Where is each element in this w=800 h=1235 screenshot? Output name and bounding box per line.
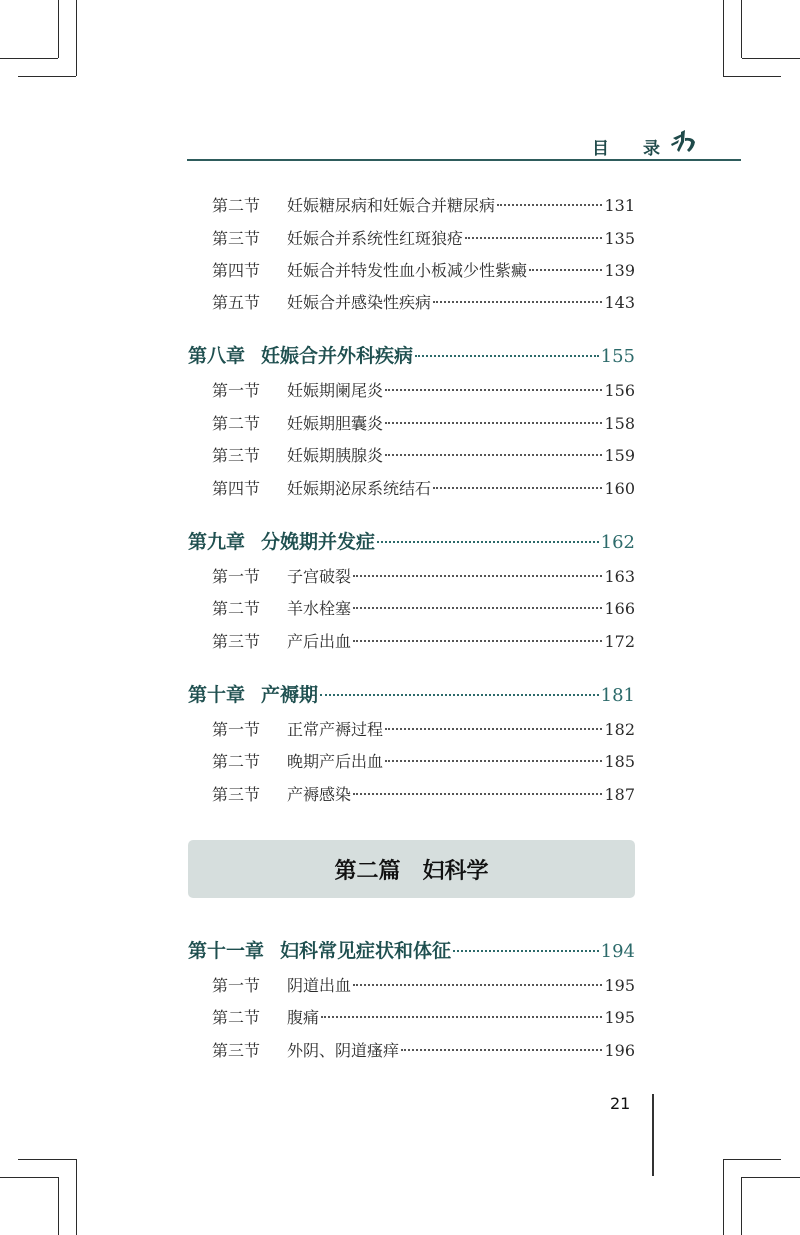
chapter-number: 第九章 bbox=[188, 531, 246, 553]
section-title: 子宫破裂 bbox=[287, 567, 352, 586]
part-heading: 第二篇 妇科学 bbox=[188, 840, 635, 898]
page-reference: 131 bbox=[604, 196, 635, 215]
page-reference: 187 bbox=[604, 785, 635, 804]
toc-section-entry bbox=[188, 973, 635, 996]
page-reference: 194 bbox=[600, 941, 635, 962]
crop-mark bbox=[0, 58, 58, 59]
section-title: 腹痛 bbox=[287, 1008, 320, 1027]
toc-section-entry bbox=[188, 443, 635, 466]
crop-mark bbox=[58, 1177, 59, 1235]
section-number: 第三节 bbox=[212, 785, 261, 804]
crop-mark bbox=[742, 1177, 800, 1178]
section-title: 妊娠期泌尿系统结石 bbox=[287, 479, 432, 498]
dot-leader bbox=[377, 541, 599, 543]
page-reference: 159 bbox=[604, 446, 635, 465]
crop-mark bbox=[741, 1177, 742, 1235]
crop-mark bbox=[76, 1159, 77, 1235]
page-reference: 155 bbox=[600, 346, 635, 367]
toc-chapter-entry bbox=[188, 680, 635, 707]
toc-section-entry bbox=[188, 226, 635, 249]
page-reference: 166 bbox=[604, 599, 635, 618]
chapter-title: 产褥期 bbox=[261, 684, 319, 706]
dot-leader bbox=[320, 694, 599, 696]
dot-leader bbox=[353, 575, 602, 577]
toc-section-entry bbox=[188, 411, 635, 434]
section-title: 晚期产后出血 bbox=[287, 752, 384, 771]
publisher-logo-icon bbox=[667, 128, 699, 156]
dot-leader bbox=[415, 355, 599, 357]
section-number: 第二节 bbox=[212, 196, 261, 215]
section-number: 第三节 bbox=[212, 446, 261, 465]
chapter-title: 妊娠合并外科疾病 bbox=[261, 345, 414, 367]
chapter-number: 第十章 bbox=[188, 684, 246, 706]
section-number: 第二节 bbox=[212, 599, 261, 618]
crop-mark bbox=[723, 1159, 724, 1235]
page-reference: 162 bbox=[600, 532, 635, 553]
section-title: 妊娠合并特发性血小板减少性紫癜 bbox=[287, 261, 528, 280]
section-number: 第四节 bbox=[212, 261, 261, 280]
chapter-number: 第十一章 bbox=[188, 940, 265, 962]
chapter-number: 第八章 bbox=[188, 345, 246, 367]
page-reference: 182 bbox=[604, 720, 635, 739]
page-reference: 160 bbox=[604, 479, 635, 498]
dot-leader bbox=[321, 1016, 602, 1018]
chapter-title: 妇科常见症状和体征 bbox=[280, 940, 452, 962]
section-number: 第四节 bbox=[212, 479, 261, 498]
toc-section-entry bbox=[188, 749, 635, 772]
page-reference: 139 bbox=[604, 261, 635, 280]
section-number: 第二节 bbox=[212, 752, 261, 771]
section-title: 妊娠糖尿病和妊娠合并糖尿病 bbox=[287, 196, 496, 215]
crop-mark bbox=[742, 58, 800, 59]
crop-mark bbox=[723, 0, 724, 76]
section-number: 第五节 bbox=[212, 293, 261, 312]
dot-leader bbox=[401, 1049, 602, 1051]
toc-section-entry bbox=[188, 564, 635, 587]
dot-leader bbox=[433, 301, 602, 303]
toc-section-entry bbox=[188, 378, 635, 401]
page-reference: 143 bbox=[604, 293, 635, 312]
section-title: 产褥感染 bbox=[287, 785, 352, 804]
crop-mark bbox=[723, 76, 781, 77]
section-title: 妊娠期胆囊炎 bbox=[287, 414, 384, 433]
toc-section-entry bbox=[188, 717, 635, 740]
toc-section-entry bbox=[188, 290, 635, 313]
dot-leader bbox=[353, 607, 602, 609]
page-header-title: 目 录 bbox=[592, 139, 660, 159]
section-title: 正常产褥过程 bbox=[287, 720, 384, 739]
page-reference: 135 bbox=[604, 229, 635, 248]
toc-section-entry bbox=[188, 629, 635, 652]
section-number: 第二节 bbox=[212, 1008, 261, 1027]
crop-mark bbox=[723, 1159, 781, 1160]
page-reference: 172 bbox=[604, 632, 635, 651]
crop-mark bbox=[0, 1177, 58, 1178]
dot-leader bbox=[385, 454, 602, 456]
section-title: 妊娠期阑尾炎 bbox=[287, 381, 384, 400]
section-title: 外阴、阴道瘙痒 bbox=[287, 1041, 400, 1060]
page-number-rule bbox=[652, 1094, 654, 1176]
dot-leader bbox=[385, 422, 602, 424]
section-title: 妊娠合并系统性红斑狼疮 bbox=[287, 229, 464, 248]
section-number: 第三节 bbox=[212, 1041, 261, 1060]
section-number: 第二节 bbox=[212, 414, 261, 433]
section-number: 第三节 bbox=[212, 632, 261, 651]
dot-leader bbox=[353, 984, 602, 986]
page-reference: 185 bbox=[604, 752, 635, 771]
section-number: 第一节 bbox=[212, 720, 261, 739]
page-reference: 195 bbox=[604, 1008, 635, 1027]
toc-section-entry bbox=[188, 1038, 635, 1061]
section-number: 第一节 bbox=[212, 381, 261, 400]
page-reference: 156 bbox=[604, 381, 635, 400]
section-title: 产后出血 bbox=[287, 632, 352, 651]
page-reference: 195 bbox=[604, 976, 635, 995]
page-reference: 163 bbox=[604, 567, 635, 586]
toc-chapter-entry bbox=[188, 936, 635, 963]
chapter-title: 分娩期并发症 bbox=[261, 531, 376, 553]
toc-section-entry bbox=[188, 193, 635, 216]
dot-leader bbox=[385, 728, 602, 730]
header-rule bbox=[187, 159, 741, 161]
dot-leader bbox=[385, 760, 602, 762]
toc-section-entry bbox=[188, 782, 635, 805]
dot-leader bbox=[529, 269, 602, 271]
toc-section-entry bbox=[188, 1005, 635, 1028]
page-reference: 181 bbox=[600, 685, 635, 706]
page-number: 21 bbox=[610, 1094, 631, 1113]
crop-mark bbox=[76, 0, 77, 76]
crop-mark bbox=[18, 76, 76, 77]
dot-leader bbox=[353, 640, 602, 642]
section-title: 妊娠合并感染性疾病 bbox=[287, 293, 432, 312]
page-reference: 196 bbox=[604, 1041, 635, 1060]
toc-chapter-entry bbox=[188, 527, 635, 554]
dot-leader bbox=[453, 950, 599, 952]
section-title: 阴道出血 bbox=[287, 976, 352, 995]
section-number: 第一节 bbox=[212, 567, 261, 586]
crop-mark bbox=[741, 0, 742, 58]
page-reference: 158 bbox=[604, 414, 635, 433]
toc-section-entry bbox=[188, 476, 635, 499]
dot-leader bbox=[385, 389, 602, 391]
dot-leader bbox=[353, 793, 602, 795]
crop-mark bbox=[18, 1159, 76, 1160]
toc-section-entry bbox=[188, 258, 635, 281]
section-title: 妊娠期胰腺炎 bbox=[287, 446, 384, 465]
dot-leader bbox=[497, 204, 602, 206]
section-title: 羊水栓塞 bbox=[287, 599, 352, 618]
dot-leader bbox=[433, 487, 602, 489]
crop-mark bbox=[58, 0, 59, 58]
toc-section-entry bbox=[188, 596, 635, 619]
section-number: 第三节 bbox=[212, 229, 261, 248]
dot-leader bbox=[465, 237, 602, 239]
toc-chapter-entry bbox=[188, 341, 635, 368]
section-number: 第一节 bbox=[212, 976, 261, 995]
